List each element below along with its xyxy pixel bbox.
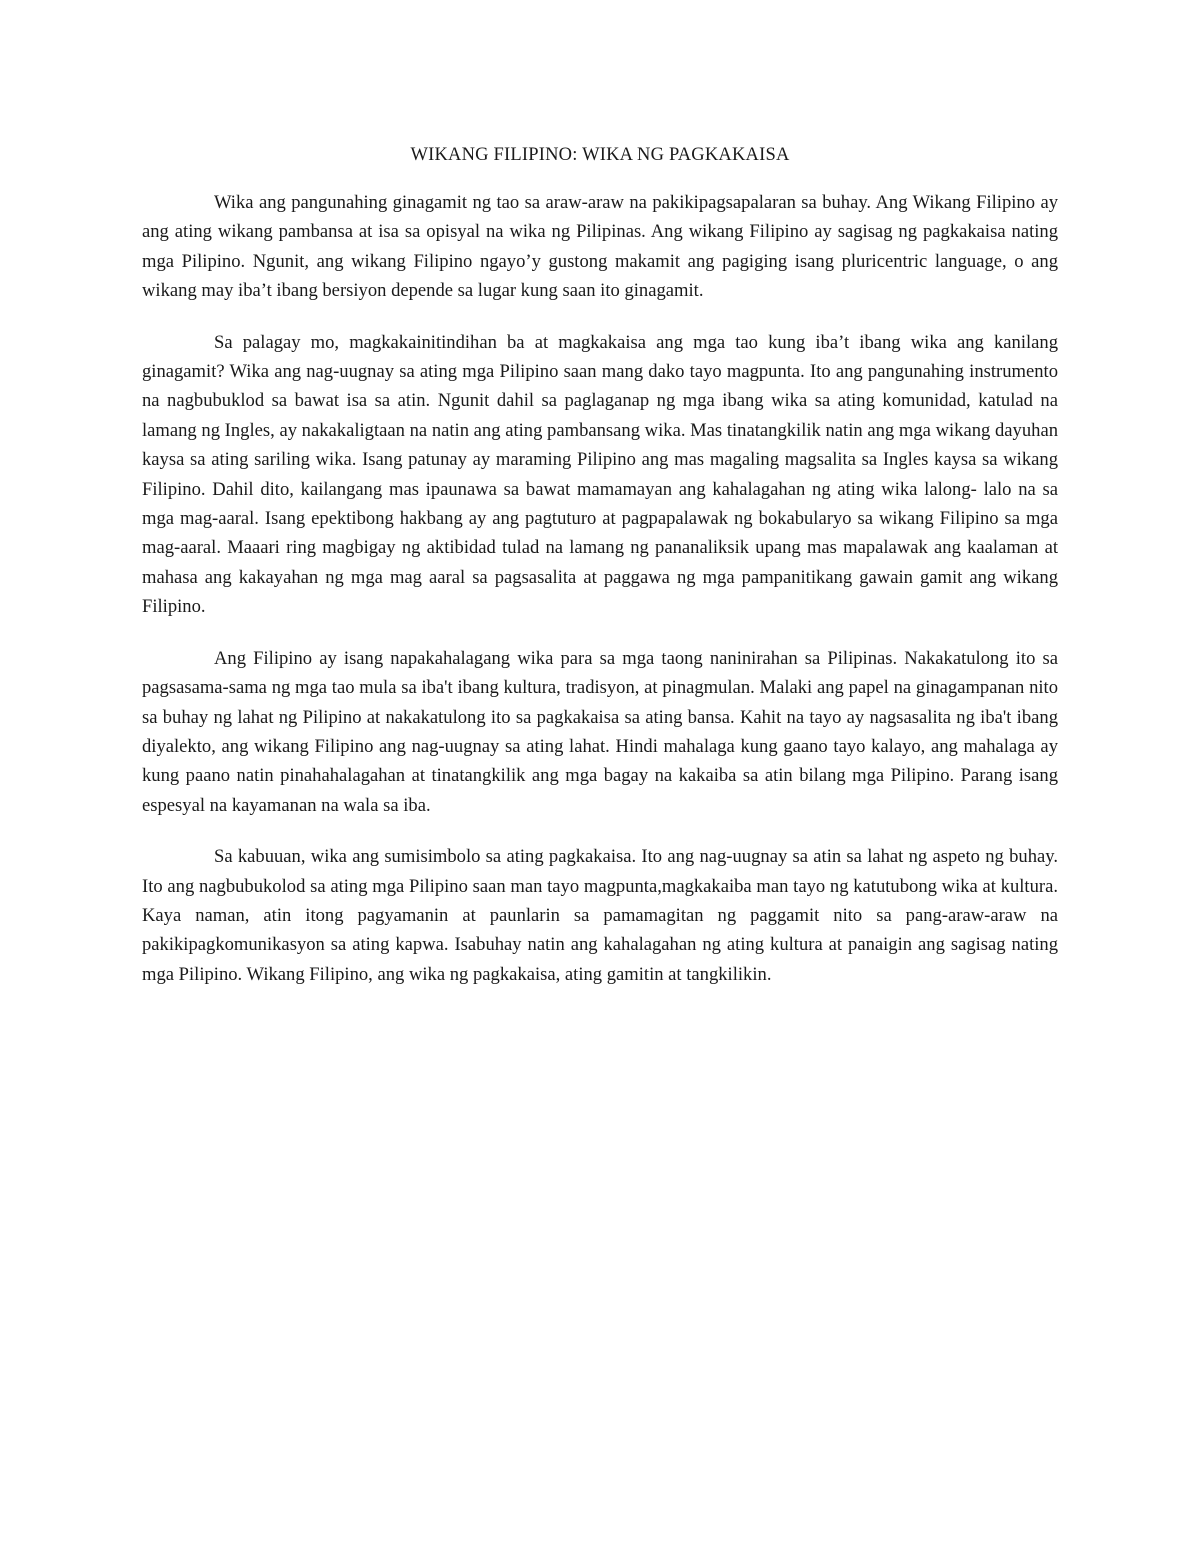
document-title: WIKANG FILIPINO: WIKA NG PAGKAKAISA [410, 145, 790, 165]
paragraph-4: Sa kabuuan, wika ang sumisimbolo sa ating pagkakaisa. Ito ang nag-uugnay sa atin sa lahat ng aspeto ng buhay. Ito ang nagbubukolod sa ating mga Pilipino saan man tayo magpunta,magkakaiba man tayo ng katutubong wika at kultura. Kaya naman, atin itong pagyamanin at paunlarin sa pamamagitan ng paggamit nito sa pang-araw-araw na pakikipagkomunikasyon sa ating kapwa. Isabuhay natin ang kahalagahan ng ating kultura at panaigin ang sagisag nating mga Pilipino. Wikang Filipino, ang wika ng pagkakaisa, ating gamitin at tangkilikin. [142, 846, 1058, 985]
paragraph-1: Wika ang pangunahing ginagamit ng tao sa araw-araw na pakikipagsapalaran sa buhay. Ang Wikang Filipino ay ang ating wikang pambansa at isa sa opisyal na wika ng Pilipinas. Ang wikang Filipino ay sagisag ng pagkakaisa nating mga Pilipino. Ngunit, ang wikang Filipino ngayo’y gustong makamit ang pagiging isang pluricentric language, o ang wikang may iba’t ibang bersiyon depende sa lugar kung saan ito ginagamit. [142, 192, 1058, 302]
paragraph-3: Ang Filipino ay isang napakahalagang wika para sa mga taong naninirahan sa Pilipinas. Nakakatulong ito sa pagsasama-sama ng mga tao mula sa iba't ibang kultura, tradisyon, at pinagmulan. Malaki ang papel na ginagampanan nito sa buhay ng lahat ng Pilipino at nakakatulong ito sa pagkakaisa sa ating bansa. Kahit na tayo ay nagsasalita ng iba't ibang diyalekto, ang wikang Filipino ang nag-uugnay sa ating lahat. Hindi mahalaga kung gaano tayo kalayo, ang mahalaga ay kung paano natin pinahahalagahan at tinatangkilik ang mga bagay na kakaiba sa atin bilang mga Pilipino. Parang isang espesyal na kayamanan na wala sa iba. [142, 647, 1058, 816]
paragraph-2: Sa palagay mo, magkakainitindihan ba at magkakaisa ang mga tao kung iba’t ibang wika ang kanilang ginagamit? Wika ang nag-uugnay sa ating mga Pilipino saan mang dako tayo magpunta. Ito ang pangunahing instrumento na nagbubuklod sa bawat isa sa atin. Ngunit dahil sa paglaganap ng mga ibang wika sa ating komunidad, katulad na lamang ng Ingles, ay nakakaligtaan na natin ang ating pambansang wika. Mas tinatangkilik natin ang mga wikang dayuhan kaysa sa ating sariling wika. Isang patunay ay maraming Pilipino ang mas magaling magsalita sa Ingles kaysa sa wikang Filipino. Dahil dito, kailangang mas ipaunawa sa bawat mamamayan ang kahalagahan ng ating wika lalong- lalo na sa mga mag-aaral. Isang epektibong hakbang ay ang pagtuturo at pagpapalawak ng bokabularyo sa wikang Filipino sa mga mag-aaral. Maaari ring magbigay ng aktibidad tulad na lamang ng pananaliksik upang mas mapalawak ang kaalaman at mahasa ang kakayahan ng mga mag aaral sa pagsasalita at paggawa ng mga pampanitikang gawain gamit ang wikang Filipino. [142, 331, 1058, 618]
